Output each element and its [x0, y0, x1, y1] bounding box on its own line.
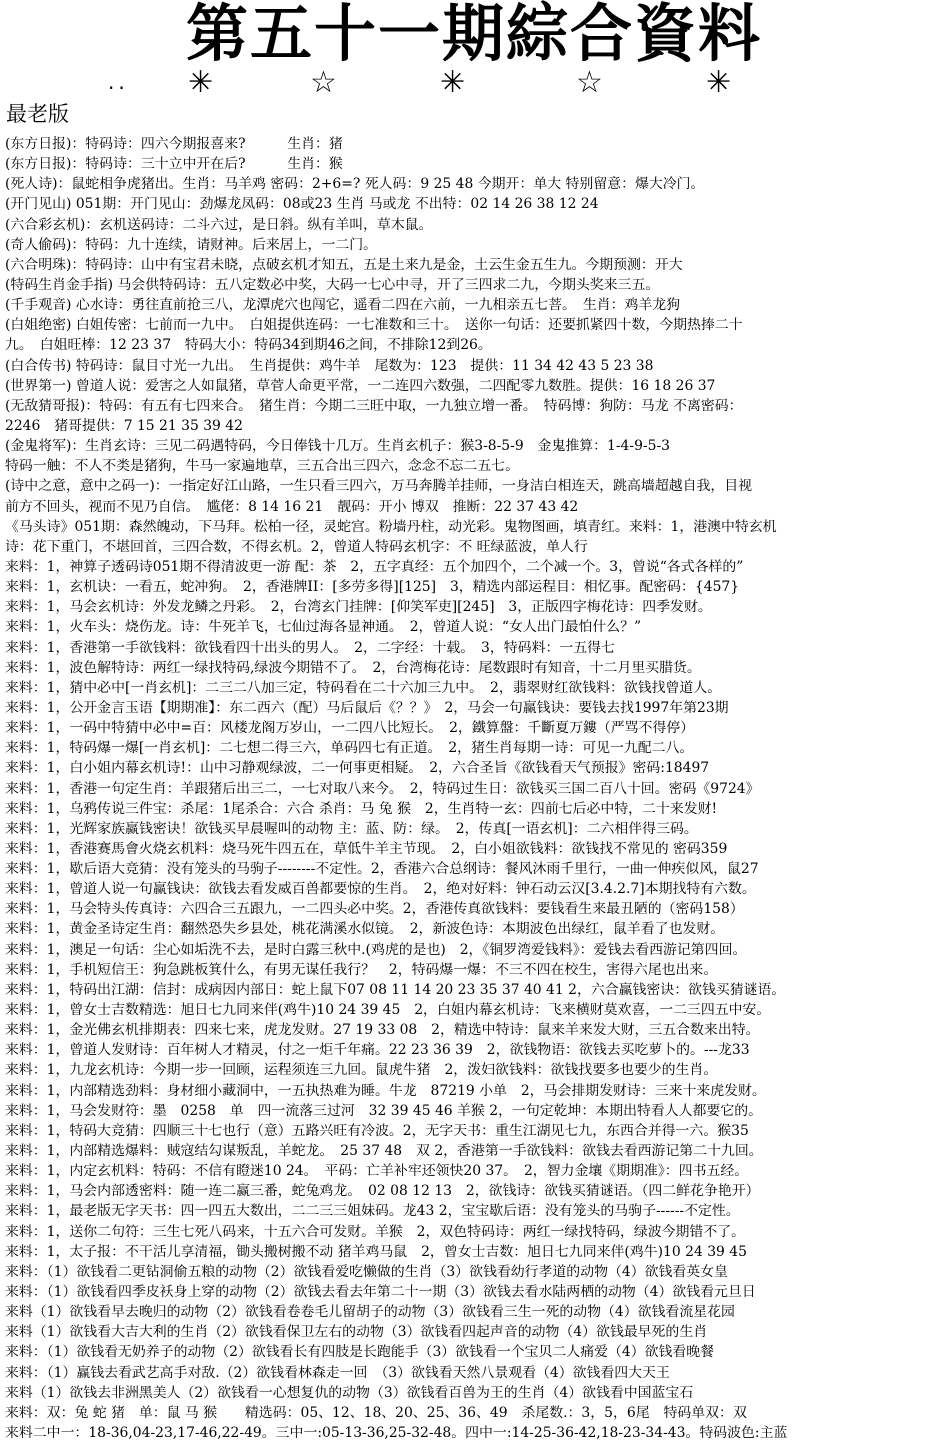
- text-line: 来料：1，特码爆一爆[一肖玄机]：二七想二得三六，单码四七有正道。 2，猪生肖每期一诗：可见一九配二八。: [5, 740, 694, 757]
- text-line: 来料：1，猜中必中[一肖玄机]：二三二八加三定，特码看在二十六加三九中。 2，翡翠财红欲钱料：欲钱找曾道人。: [5, 679, 722, 696]
- text-line: 2246 猪哥提供：7 15 21 35 39 42: [5, 417, 243, 434]
- text-line: (奇人偷码)：特码：九十连续，请财神。后来居上，一二门。: [5, 236, 377, 253]
- text-line: 来料：1，送你二句符：三生七死八码来，十五六合可发财。羊猴 2，双色特码诗：两红一绿找特码，绿波今期错不了。: [5, 1223, 745, 1240]
- text-line: 来料：1，火车头：烧伤龙。诗：牛死羊飞，七仙过海各显神通。 2，曾道人说：“女人出门最怕什么？”: [5, 619, 642, 636]
- text-line: 来料：1，白小姐内幕玄机诗!：山中习静观绿波，二一何事更相疑。 2，六合圣旨《欲钱看天气预报》密码:18497: [5, 760, 710, 777]
- text-line: 来料：1，内部精选劲料：身材细小藏洞中，一五执热难为睡。牛龙 87219 小单 2，马会排期发财诗：三来十来虎发财。: [5, 1082, 766, 1099]
- text-line: 来料：1，一码中特猜中必中=百：风楼龙阁万岁山，一二四八比短长。 2，鐵算盤：千斷夏万鏤（严骂不得停）: [5, 720, 695, 737]
- document-body: [5, 134, 945, 1443]
- text-line: (白合传书) 特码诗：鼠目寸光一九出。 生肖提供：鸡牛羊 尾数为：123 提供：11 34 42 43 5 23 38: [5, 357, 654, 374]
- text-line: 来料：双：兔 蛇 猪 单：鼠 马 猴 精选码：05、12、18、20、25、36、49 杀尾数.：3，5，6尾 特码单双：双: [5, 1404, 747, 1421]
- text-line: 来料（1）欲钱看早去晚归的动物（2）欲钱看卷卷毛儿留胡子的动物（3）欲钱看三生一死的动物（4）欲钱看流星花园: [5, 1304, 735, 1321]
- text-line: 来料：（1）赢钱去看武艺高手对敌.（2）欲钱看林森走一回 （3）欲钱看天然八景观看（4）欲钱看四大天王: [5, 1364, 670, 1381]
- text-line: 来料：1，太子报：不干活儿享清福，锄头搬树搬不动 猪羊鸡马鼠 2，曾女士吉数：旭日七九同来伴(鸡牛)10 24 39 45: [5, 1243, 747, 1260]
- text-line: 来料：1，公开金言玉语【期期准】：东二西六（配）马后鼠后《？？》 2，马会一句赢钱诀：要钱去找1997年第23期: [5, 699, 729, 716]
- text-line: (六合彩玄机)：玄机送码诗：二斗六过，是日斜。纵有羊叫，草木鼠。: [5, 216, 433, 233]
- text-line: 诗：花下重门，不堪回首，三四合数，不得玄机。2，曾道人特码玄机字：不 旺绿蓝波，单人行: [5, 538, 588, 555]
- text-line: 来料（1）欲钱看大吉大利的生肖（2）欲钱看保卫左右的动物（3）欲钱看四起声音的动物（4）欲钱最早死的生肖: [5, 1324, 708, 1341]
- text-line: 来料：1，内定玄机料：特码：不信有瞪迷10 24。 平码：亡羊补牢还领快20 37。 2，智力金壤《期期准》：四书五经。: [5, 1163, 749, 1180]
- text-line: 来料：1，黄金圣诗定生肖：翻然恐失乡县处，桃花满溪水似镜。 2，新波色诗：本期波色出绿红，鼠羊看了也发财。: [5, 921, 725, 938]
- text-line: (开门见山) 051期：开门见山：劲爆龙凤码：08或23 生肖 马或龙 不出特：02 14 26 38 12 24: [5, 196, 599, 213]
- text-line: 来料二中一：18-36,04-23,17-46,22-49。三中一:05-13-36,25-32-48。四中一:14-25-36-42,18-23-34-43。特码波色:主蓝: [5, 1425, 788, 1441]
- text-line: 来料：1，特码大竞猜：四顺三十七也行（意）五路兴旺有冷波。2，无字天书：重生江湖见七九，东西合并得一六。猴35: [5, 1122, 749, 1139]
- text-line: (诗中之意，意中之码一)：一指定好江山路，一生只看三四六，万马奔腾羊挂师，一身洁白相连天，跳高墙超越自我，目视: [5, 478, 753, 495]
- text-line: (白姐绝密) 白姐传密：七前而一九中。 白姐提供连码：一七准数和三十。 送你一句话：还要抓紧四十数，今期热捧二十: [5, 317, 743, 334]
- text-line: 来料：1，马会内部透密料：随一连二赢三番，蛇兔鸡龙。 02 08 12 13 2，欲钱诗：欲钱买猜谜语。（四二鲜花争艳开）: [5, 1183, 760, 1200]
- text-line: (东方日报)：特码诗：三十立中开在后? 生肖：猴: [5, 156, 343, 173]
- text-line: 来料：1，曾女士吉数精选：旭日七九同来伴(鸡牛)10 24 39 45 2，白姐内幕玄机诗：飞来横财莫欢喜，一二三四五中安。: [5, 1002, 771, 1019]
- text-line: 来料：1，曾道人说一句赢钱诀：欲钱去看发威百兽都要惊的生肖。 2，绝对好料：钟石动云汉[3.4.2.7]本期找特有六数。: [5, 881, 756, 898]
- text-line: (世界第一) 曾道人说：爱害之人如鼠猪，草菅人命更平常，一二连四六数强，二四配零九数胜。提供：16 18 26 37: [5, 377, 716, 394]
- asterisk-icon: ✳: [188, 65, 214, 100]
- text-line: 来料：1，神算子透码诗051期不得清波更一游 配：茶 2，五字真经：五个加四个，二个减一个。3，曾说“各式各样的”: [5, 558, 744, 575]
- text-line: (六合明珠)：特码诗：山中有宝君未晓，点破玄机才知五，五是土来九是金，土云生金五生九。今期预测：开大: [5, 256, 683, 273]
- text-line: (东方日报)：特码诗：四六今期报喜来? 生肖：猪: [5, 136, 343, 152]
- text-line: 来料：1，波色解特诗：两红一绿找特码,绿波今期错不了。 2，台湾梅花诗：尾数跟时有知音，十二月里买腊货。: [5, 659, 701, 676]
- text-line: 来料：1，歇后语大竞猜：没有笼头的马驹子--------不定性。2，香港六合总纲诗：餐风沐雨千里行，一曲一伸疾似风，鼠27: [5, 861, 759, 878]
- page-title: 第五十一期綜合資料: [185, 0, 762, 70]
- star-decoration-row: [0, 66, 948, 100]
- text-line: (千手观音) 心水诗：勇往直前抢三八，龙潭虎穴也闯它，遥看二四在六前，一九相亲五七菩。 生肖：鸡羊龙狗: [5, 297, 681, 314]
- text-line: (死人诗)：鼠蛇相争虎猪出。生肖：马羊鸡 密码：2+6=? 死人码：9 25 48 今期开：单大 特别留意：爆大冷门。: [5, 176, 705, 193]
- text-line: 来料：1，手机短信王：狗急跳板箕什么，有男无谋任我行？ 2，特码爆一爆：不三不四在校生，害得六尾也出来。: [5, 961, 718, 978]
- text-line: 来料：1，玄机诀：一看五，蛇冲狗。 2，香港牌II：[多劳多得][125] 3，精选内部运程目：相忆事。配密码：{457}: [5, 579, 740, 596]
- text-line: (特码生肖金手指) 马会供特码诗：五八定数必中奖，大码一七心中寻，开了三四求二九，今期头奖来三五。: [5, 276, 660, 293]
- text-line: 来料：1，香港第一手欲钱料：欲钱看四十出头的男人。 2，二字经：十载。 3，特码料：一五得七: [5, 639, 615, 656]
- text-line: 来料：1，马会玄机诗：外发龙鳞之丹彩。 2，台湾玄门挂牌：[仰笑军吏][245] 3，正版四字梅花诗：四季发财。: [5, 599, 712, 616]
- text-line: 来料：1，最老版无字天书：四一四五大数出，二二三三姐妹码。龙43 2，宝宝歇后语：没有笼头的马驹子------不定性。: [5, 1203, 740, 1220]
- text-line: 特码一触：不人不类是猪狗，牛马一家遍地草，三五合出三四六，念念不忘二五七。: [5, 458, 519, 475]
- text-line: 来料：1，香港一句定生肖：羊跟猪后出三二，一七对取八来今。 2，特码过生日：欲钱买三国二百八十回。密码《9724》: [5, 780, 760, 797]
- text-line: 《马头诗》051期：森然魄动，下马拜。松柏一径，灵蛇宫。粉墙丹柱，动光彩。鬼物图画，填青红。来料：1，港澳中特玄机: [5, 518, 777, 535]
- text-line: 来料：（1）欲钱看无奶养子的动物（2）欲钱看长有四肢是长跑能手（3）欲钱看一个宝贝二人痛爱（4）欲钱看晚餐: [5, 1344, 715, 1361]
- text-line: 来料：（1）欲钱看四季皮袄身上穿的动物（2）欲钱去看去年第二十一期（3）欲钱去看水陆两栖的动物（4）欲钱看元旦日: [5, 1284, 756, 1301]
- text-line: 来料：（1）欲钱看二更钻洞偷五粮的动物（2）欲钱看爱吃懒做的生肖（3）欲钱看幼行孝道的动物（4）欲钱看英女皇: [5, 1263, 728, 1280]
- text-line: 前方不回头，视而不见乃自信。 尴佬：8 14 16 21 靓码：开小 博双 推断：22 37 43 42: [5, 498, 579, 515]
- text-line: (无敌猜哥报)：特码：有五有七四来合。 猪生肖：今期二三旺中取，一九独立增一番。 特码博：狗防：马龙 不离密码：: [5, 397, 743, 414]
- star-icon: ☆: [310, 65, 337, 100]
- text-line: 来料：1，香港赛馬會火烧玄机料：烧马死牛四五在，草低牛羊主节现。 2，白小姐欲钱料：欲钱找不常见的 密码359: [5, 840, 728, 857]
- text-line: 来料（1）欲钱去非洲黑美人（2）欲钱看一心想复仇的动物（3）欲钱看百兽为王的生肖（4）欲钱看中国蓝宝石: [5, 1384, 694, 1401]
- text-line: 来料：1，光辉家族赢钱密诀！欲钱买早晨喔叫的动物 主：蓝、防：绿。 2，传真[一语玄机]：二六相伴得三码。: [5, 820, 698, 837]
- text-line: 来料：1，马会特头传真诗：六四合三五跟九，一二四头必中奖。2，香港传真欲钱料：要钱看生来最丑陋的（密码158）: [5, 901, 744, 918]
- text-line: 来料：1，马会发财符：墨 0258 单 四一流落三过河 32 39 45 46 羊猴 2，一句定乾坤：本期出特看人人都要它的。: [5, 1102, 762, 1119]
- decoration-dots: ..: [108, 70, 129, 94]
- text-line: 来料：1，特码出江湖：信封：成病因内部日：蛇上鼠下07 08 11 14 20 23 35 37 40 41 2，六合赢钱密诀：欲钱买猜谜语。: [5, 981, 786, 998]
- text-line: 来料：1，曾道人发财诗：百年树人才精灵，付之一炬千年痛。22 23 36 39 2，欲钱物语：欲钱去买吃萝卜的。---龙33: [5, 1042, 750, 1059]
- asterisk-icon: ✳: [706, 65, 732, 100]
- star-icon: ☆: [576, 65, 603, 100]
- text-line: 来料：1，九龙玄机诗：今期一步一回顾，运程须连三九回。鼠虎牛猪 2，泼妇欲钱料：欲钱找要多也要少的生肖。: [5, 1062, 718, 1079]
- text-line: 来料：1，澳足一句话：尘心如垢洗不去，是时白露三秋中.(鸡虎的是也) 2，《铜罗湾爱钱料》：爱钱去看西游记第四回。: [5, 941, 747, 958]
- asterisk-icon: ✳: [440, 65, 466, 100]
- text-line: 来料：1，内部精选爆料：贼寇结勾谋叛乱，羊蛇龙。 25 37 48 双 2，香港第一手欲钱料：欲钱去看西游记第二十九回。: [5, 1143, 763, 1160]
- text-line: 来料：1，乌鸦传说三件宝：杀尾：1尾杀合：六合 杀肖：马 兔 猴 2，生肖特一玄：四前七后必中特，二十来发财!: [5, 800, 718, 817]
- text-line: 来料：1，金光佛玄机排期表：四来七来，虎龙发财。27 19 33 08 2，精选中特诗：鼠来羊来发大财，三五合数来出特。: [5, 1022, 760, 1039]
- text-line: (金鬼将军)：生肖玄诗：三见二码遇特码，今日俸钱十几万。生肖玄机子：猴3-8-5-9 金鬼推算：1-4-9-5-3: [5, 438, 670, 455]
- text-line: 九。 白姐旺棒：12 23 37 特码大小：特码34到期46之间，不排除12到26。: [5, 337, 492, 354]
- edition-label: 最老版: [6, 102, 69, 126]
